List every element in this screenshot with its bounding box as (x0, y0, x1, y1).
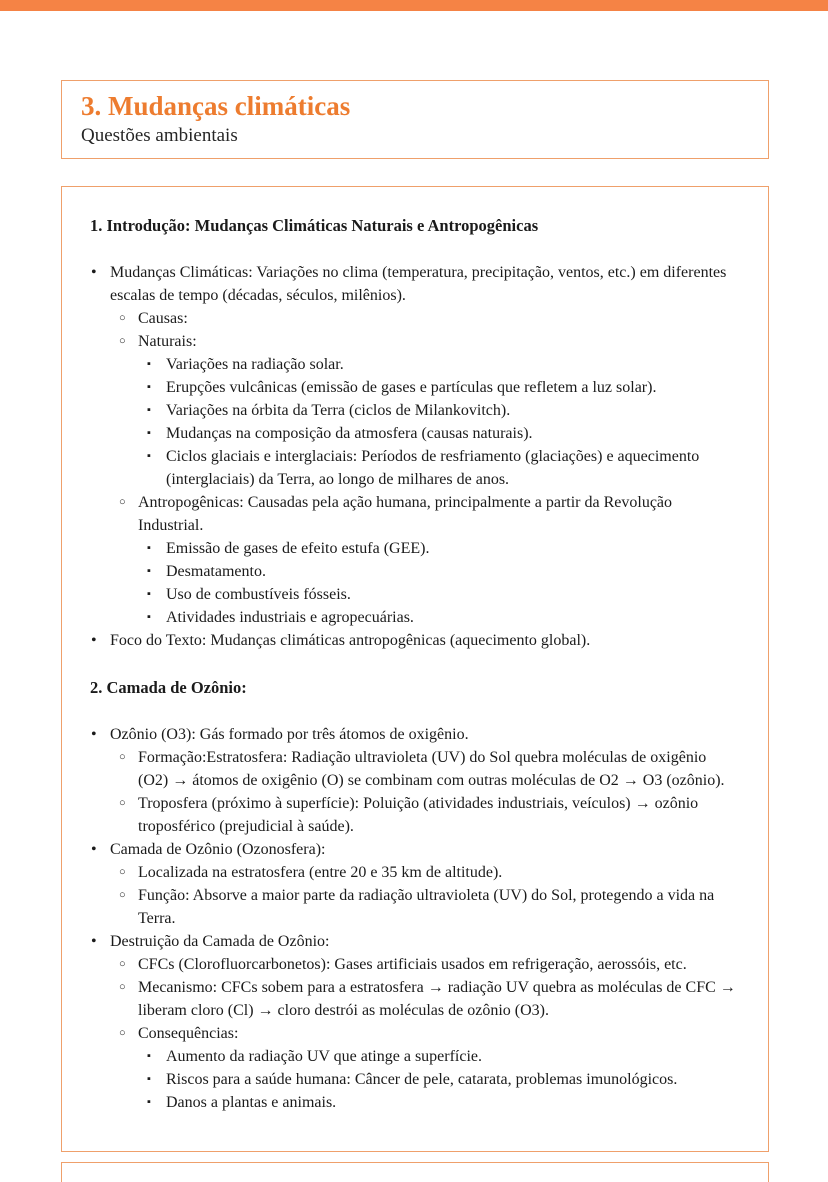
list-item-text: Emissão de gases de efeito estufa (GEE). (166, 540, 430, 557)
content-sections (90, 214, 740, 1114)
bullet-glyph: ▪ (147, 611, 151, 623)
section-heading: 2. Camada de Ozônio: (90, 678, 247, 697)
bullet-glyph: ▪ (147, 450, 151, 462)
bullet-glyph: ▪ (147, 1073, 151, 1085)
list-item-text: Aumento da radiação UV que atinge a superfície. (166, 1048, 483, 1065)
list-item-text: Atividades industriais e agropecuárias. (166, 609, 414, 626)
list-item-text: Variações na órbita da Terra (ciclos de Milankovitch). (166, 402, 511, 419)
bullet-glyph: • (91, 841, 97, 858)
list-item-text: Variações na radiação solar. (166, 356, 344, 373)
list-item-text: Antropogênicas: Causadas pela ação humana, principalmente a partir da Revolução Industrial. (138, 494, 673, 534)
list-item-text: Erupções vulcânicas (emissão de gases e partículas que refletem a luz solar). (166, 379, 657, 396)
list-item-text: Mudanças Climáticas: Variações no clima (temperatura, precipitação, ventos, etc.) em diferentes escalas de tempo (décadas, séculos, milênios). (110, 264, 727, 304)
list-item-text: Camada de Ozônio (Ozonosfera): (110, 841, 326, 858)
section-heading: 1. Introdução: Mudanças Climáticas Naturais e Antropogênicas (90, 216, 539, 235)
list-item (90, 445, 740, 491)
list-item (90, 953, 740, 976)
bullet-glyph: ○ (119, 496, 126, 508)
list-item (90, 537, 740, 560)
top-accent-bar (0, 0, 828, 11)
page-subtitle: Questões ambientais (81, 124, 238, 146)
list-item (90, 976, 740, 1022)
bullet-glyph: • (91, 264, 97, 281)
list-item-text: Uso de combustíveis fósseis. (166, 586, 351, 603)
list-item (90, 330, 740, 353)
bullet-glyph: ○ (119, 1027, 126, 1039)
next-card-top-border (61, 1162, 769, 1182)
header-card (61, 80, 769, 159)
list-item (90, 583, 740, 606)
list-item-text: Localizada na estratosfera (entre 20 e 35 km de altitude). (138, 864, 503, 881)
list-item-text: Foco do Texto: Mudanças climáticas antropogênicas (aquecimento global). (110, 632, 591, 649)
list-item-text: Consequências: (138, 1025, 239, 1042)
list-item-text: Formação:Estratosfera: Radiação ultravioleta (UV) do Sol quebra moléculas de oxigênio (O2) → átomos de oxigênio (O) se combinam com outras moléculas de O2 → O3 (ozônio). (138, 749, 725, 789)
bullet-glyph: ▪ (147, 381, 151, 393)
list-item (90, 560, 740, 583)
bullet-glyph: • (91, 726, 97, 743)
list-item (90, 746, 740, 792)
bullet-glyph: ▪ (147, 427, 151, 439)
bullet-glyph: ▪ (147, 588, 151, 600)
bullet-glyph: ○ (119, 312, 126, 324)
list-item (90, 376, 740, 399)
bullet-glyph: ▪ (147, 542, 151, 554)
bullet-glyph: ○ (119, 751, 126, 763)
list-item (90, 930, 740, 953)
list-item-text: Desmatamento. (166, 563, 266, 580)
list-item (90, 861, 740, 884)
page-title: 3. Mudanças climáticas (81, 91, 351, 121)
bullet-glyph: • (91, 933, 97, 950)
list-item-text: Naturais: (138, 333, 197, 350)
list-item (90, 629, 740, 652)
bullet-glyph: ▪ (147, 565, 151, 577)
bullet-glyph: ○ (119, 335, 126, 347)
bullet-glyph: ▪ (147, 1050, 151, 1062)
list-item (90, 723, 740, 746)
list-item-text: Troposfera (próximo à superfície): Poluição (atividades industriais, veículos) → ozônio troposférico (prejudicial à saúde). (138, 795, 699, 835)
list-item-text: Função: Absorve a maior parte da radiação ultravioleta (UV) do Sol, protegendo a vida na Terra. (138, 887, 715, 927)
list-item (90, 261, 740, 307)
list-item (90, 838, 740, 861)
bullet-glyph: ○ (119, 866, 126, 878)
list-item (90, 307, 740, 330)
list-item (90, 491, 740, 537)
bullet-glyph: ▪ (147, 404, 151, 416)
list-item (90, 1022, 740, 1045)
list-item-text: CFCs (Clorofluorcarbonetos): Gases artificiais usados em refrigeração, aerossóis, etc. (138, 956, 687, 973)
list-item (90, 399, 740, 422)
list-item-text: Ozônio (O3): Gás formado por três átomos de oxigênio. (110, 726, 469, 743)
list-item (90, 422, 740, 445)
list-item-text: Riscos para a saúde humana: Câncer de pele, catarata, problemas imunológicos. (166, 1071, 678, 1088)
bullet-glyph: • (91, 632, 97, 649)
bullet-glyph: ▪ (147, 358, 151, 370)
list-item-text: Mudanças na composição da atmosfera (causas naturais). (166, 425, 533, 442)
list-item (90, 1068, 740, 1091)
list-item (90, 353, 740, 376)
list-item-text: Danos a plantas e animais. (166, 1094, 337, 1111)
list-item (90, 884, 740, 930)
list-item (90, 1091, 740, 1114)
list-item-text: Causas: (138, 310, 188, 327)
list-item-text: Destruição da Camada de Ozônio: (110, 933, 330, 950)
list-item (90, 792, 740, 838)
bullet-glyph: ○ (119, 889, 126, 901)
list-item-text: Mecanismo: CFCs sobem para a estratosfera → radiação UV quebra as moléculas de CFC → liberam cloro (Cl) → cloro destrói as moléculas de ozônio (O3). (138, 979, 736, 1019)
bullet-glyph: ▪ (147, 1096, 151, 1108)
list-item (90, 1045, 740, 1068)
bullet-glyph: ○ (119, 981, 126, 993)
bullet-glyph: ○ (119, 958, 126, 970)
list-item (90, 606, 740, 629)
list-item-text: Ciclos glaciais e interglaciais: Períodos de resfriamento (glaciações) e aquecimento (interglaciais) da Terra, ao longo de milhares de anos. (166, 448, 700, 488)
content-card (61, 186, 769, 1152)
bullet-glyph: ○ (119, 797, 126, 809)
